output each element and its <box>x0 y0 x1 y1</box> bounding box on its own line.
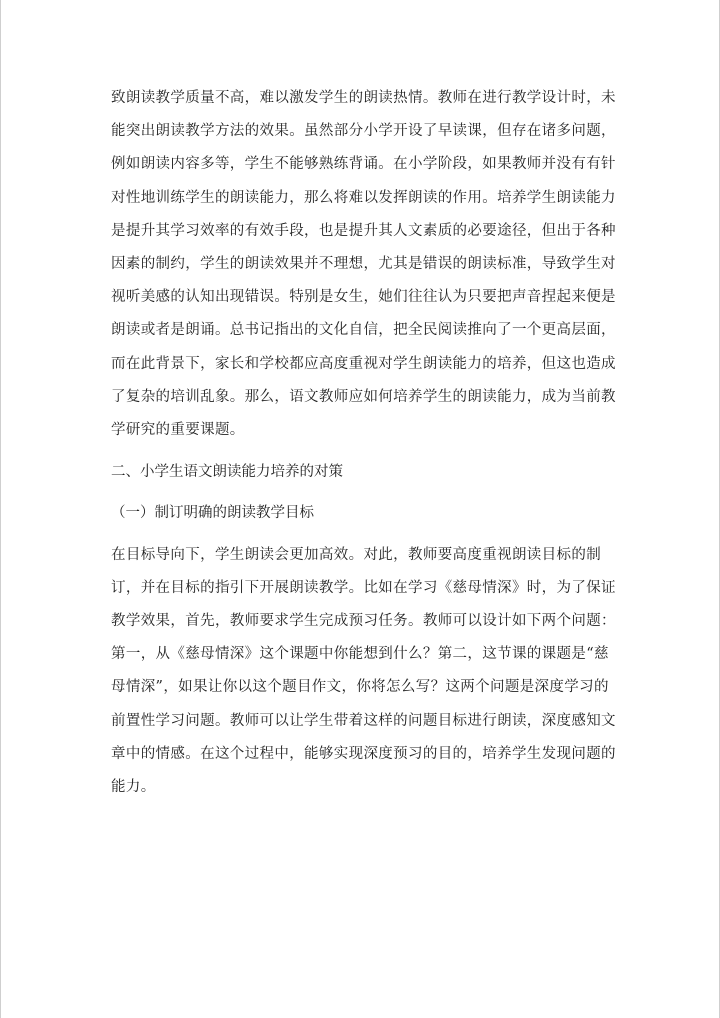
text-line: 第一，从《慈母情深》这个课题中你能想到什么？第二，这节课的课题是“慈 <box>111 646 609 663</box>
text-line: 能力。 <box>111 779 156 796</box>
paragraph-teaching-goals <box>111 539 616 805</box>
text-line: 因素的制约，学生的朗读效果并不理想，尤其是错误的朗读标准，导致学生对 <box>111 256 616 273</box>
document-body <box>111 82 616 804</box>
text-line: 订，并在目标的指引下开展朗读教学。比如在学习《慈母情深》时，为了保证 <box>111 579 616 596</box>
section-heading: 二、小学生语文朗读能力培养的对策 <box>111 464 343 481</box>
text-line: 对性地训练学生的朗读能力，那么将难以发挥朗读的作用。培养学生朗读能力 <box>111 189 616 206</box>
text-line: 是提升其学习效率的有效手段，也是提升其人文素质的必要途径，但出于各种 <box>111 222 616 239</box>
text-line: 在目标导向下，学生朗读会更加高效。对此，教师要高度重视朗读目标的制 <box>111 546 602 563</box>
text-line: 母情深”，如果让你以这个题目作文，你将怎么写？这两个问题是深度学习的 <box>111 679 609 696</box>
text-line: 学研究的重要课题。 <box>111 422 245 439</box>
text-line: 而在此背景下，家长和学校都应高度重视对学生朗读能力的培养，但这也造成 <box>111 355 616 372</box>
text-line: 例如朗读内容多等，学生不能够熟练背诵。在小学阶段，如果教师并没有有针 <box>111 156 616 173</box>
text-line: 教学效果，首先，教师要求学生完成预习任务。教师可以设计如下两个问题： <box>111 613 616 630</box>
text-line: 致朗读教学质量不高，难以激发学生的朗读热情。教师在进行教学设计时，未 <box>111 90 616 106</box>
text-line: 视听美感的认知出现错误。特别是女生，她们往往认为只要把声音捏起来便是 <box>111 289 616 306</box>
subsection-heading: （一）制订明确的朗读教学目标 <box>111 505 314 522</box>
text-line: 章中的情感。在这个过程中，能够实现深度预习的目的，培养学生发现问题的 <box>111 745 616 762</box>
text-line: 能突出朗读教学方法的效果。虽然部分小学开设了早读课，但存在诸多问题， <box>111 123 616 140</box>
text-line: 前置性学习问题。教师可以让学生带着这样的问题目标进行朗读，深度感知文 <box>111 712 616 729</box>
text-line: 了复杂的培训乱象。那么，语文教师应如何培养学生的朗读能力，成为当前教 <box>111 388 616 405</box>
paragraph-reading-problems <box>111 82 616 447</box>
text-line: 朗读或者是朗诵。总书记指出的文化自信，把全民阅读推向了一个更高层面， <box>111 322 616 339</box>
